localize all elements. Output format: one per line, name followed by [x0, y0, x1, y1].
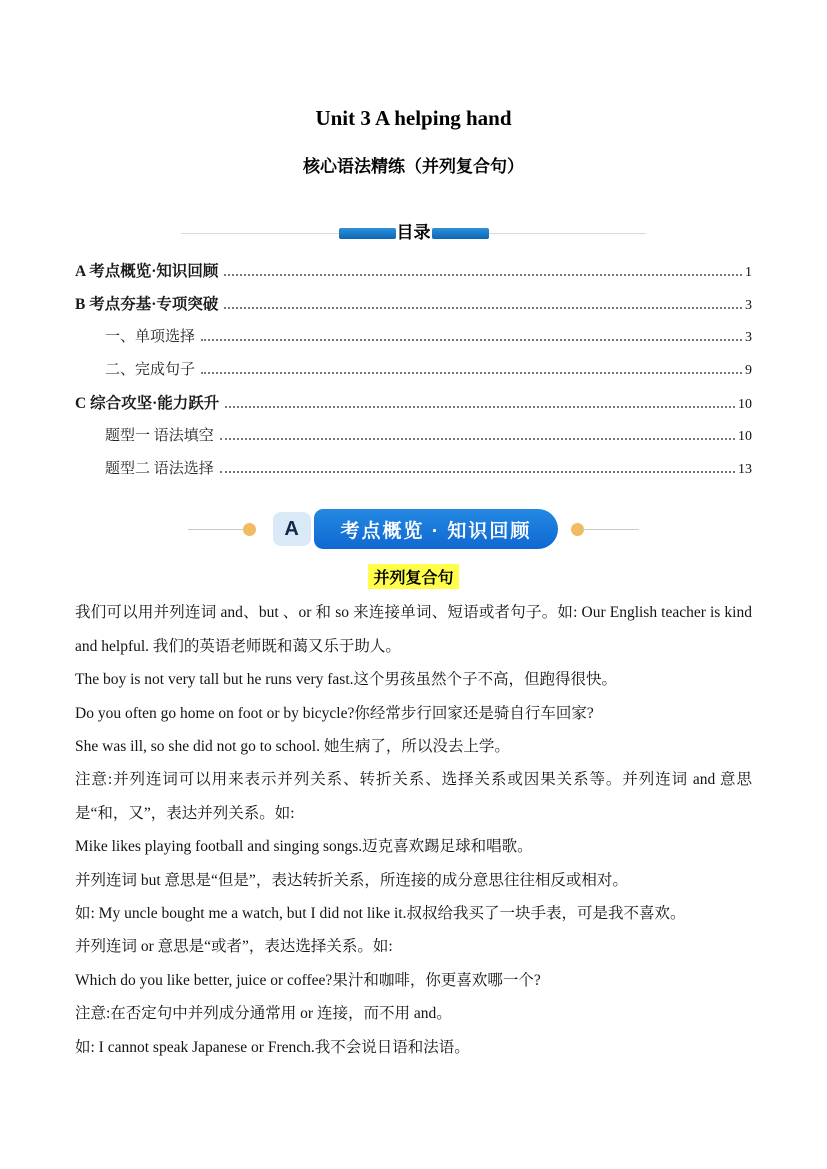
toc-leader-dots: [220, 438, 735, 440]
toc-page-number: 9: [745, 363, 752, 379]
paragraph: Mike likes playing football and singing songs.迈克喜欢踢足球和唱歌。: [75, 838, 533, 856]
toc-title: 目录: [396, 223, 431, 242]
section-title-pill: 考点概览 · 知识回顾: [314, 509, 559, 549]
section-letter-badge: A: [273, 512, 311, 546]
paragraph: The boy is not very tall but he runs very fast.这个男孩虽然个子不高，但跑得很快。: [75, 671, 618, 689]
paragraph: 我们可以用并列连词 and、but 、or 和 so 来连接单词、短语或者句子。如: Our English teacher is kind and helpful. 我们的英语老师既和蔼又乐于助人。: [75, 604, 752, 655]
paragraph: 注意:在否定句中并列成分通常用 or 连接，而不用 and。: [75, 1005, 452, 1023]
toc-page-number: 1: [745, 265, 752, 281]
paragraph: 如: My uncle bought me a watch, but I did not like it.叔叔给我买了一块手表，可是我不喜欢。: [75, 905, 686, 923]
toc-item-section-b[interactable]: [75, 288, 752, 321]
toc-page-number: 3: [745, 330, 752, 346]
paragraph: She was ill, so she did not go to school. 她生病了，所以没去上学。: [75, 738, 510, 756]
toc-item-label: A 考点概览·知识回顾: [75, 263, 219, 281]
toc-leader-dots: [224, 307, 742, 309]
decor-line-right: [582, 529, 639, 530]
toc-item-label: 一、单项选择: [105, 329, 196, 346]
toc-item-label: 题型二 语法选择: [105, 461, 214, 478]
toc-item-label: C 综合攻坚·能力跃升: [75, 395, 220, 413]
toc-leader-dots: [220, 471, 735, 473]
paragraph: 注意:并列连词可以用来表示并列关系、转折关系、选择关系或因果关系等。并列连词 and 意思是“和，又”，表达并列关系。如:: [75, 771, 752, 822]
toc-leader-dots: [201, 339, 742, 341]
toc-bar-left: [339, 228, 396, 239]
toc-divider-line-right: [489, 233, 647, 234]
toc-page-number: 10: [738, 397, 752, 413]
topic-heading-row: [75, 564, 752, 589]
toc-item-section-a[interactable]: [75, 255, 752, 288]
topic-heading: 并列复合句: [368, 564, 458, 589]
toc-list: [75, 255, 752, 486]
paragraph: 如: I cannot speak Japanese or French.我不会说日语和法语。: [75, 1038, 470, 1056]
toc-item-label: 二、完成句子: [105, 362, 196, 379]
section-a-header: [75, 509, 752, 549]
toc-item-grammar-fill[interactable]: [75, 420, 752, 453]
toc-page-number: 10: [738, 429, 752, 445]
document-subtitle: 核心语法精练（并列复合句）: [303, 157, 524, 176]
toc-bar-right: [432, 228, 489, 239]
paragraph: 并列连词 or 意思是“或者”，表达选择关系。如:: [75, 938, 393, 956]
grammar-notes: [75, 596, 752, 1064]
decor-dot-left: [243, 523, 256, 536]
toc-page-number: 13: [738, 462, 752, 478]
toc-divider-line-left: [181, 233, 339, 234]
toc-item-section-c[interactable]: [75, 387, 752, 420]
paragraph: 并列连词 but 意思是“但是”，表达转折关系，所连接的成分意思往往相反或相对。: [75, 871, 628, 889]
paragraph: Do you often go home on foot or by bicycle?你经常步行回家还是骑自行车回家?: [75, 704, 594, 722]
paragraph: Which do you like better, juice or coffee?果汁和咖啡，你更喜欢哪一个?: [75, 971, 541, 989]
document-title: Unit 3 A helping hand: [315, 106, 512, 130]
toc-item-complete-sentences[interactable]: [75, 354, 752, 387]
toc-item-label: B 考点夯基·专项突破: [75, 296, 219, 314]
decor-line-left: [188, 529, 245, 530]
toc-item-label: 题型一 语法填空: [105, 428, 214, 445]
toc-item-grammar-choice[interactable]: [75, 453, 752, 486]
toc-item-single-choice[interactable]: [75, 321, 752, 354]
toc-page-number: 3: [745, 298, 752, 314]
toc-leader-dots: [225, 406, 735, 408]
toc-leader-dots: [201, 372, 742, 374]
toc-leader-dots: [224, 274, 742, 276]
toc-header: [181, 223, 646, 243]
